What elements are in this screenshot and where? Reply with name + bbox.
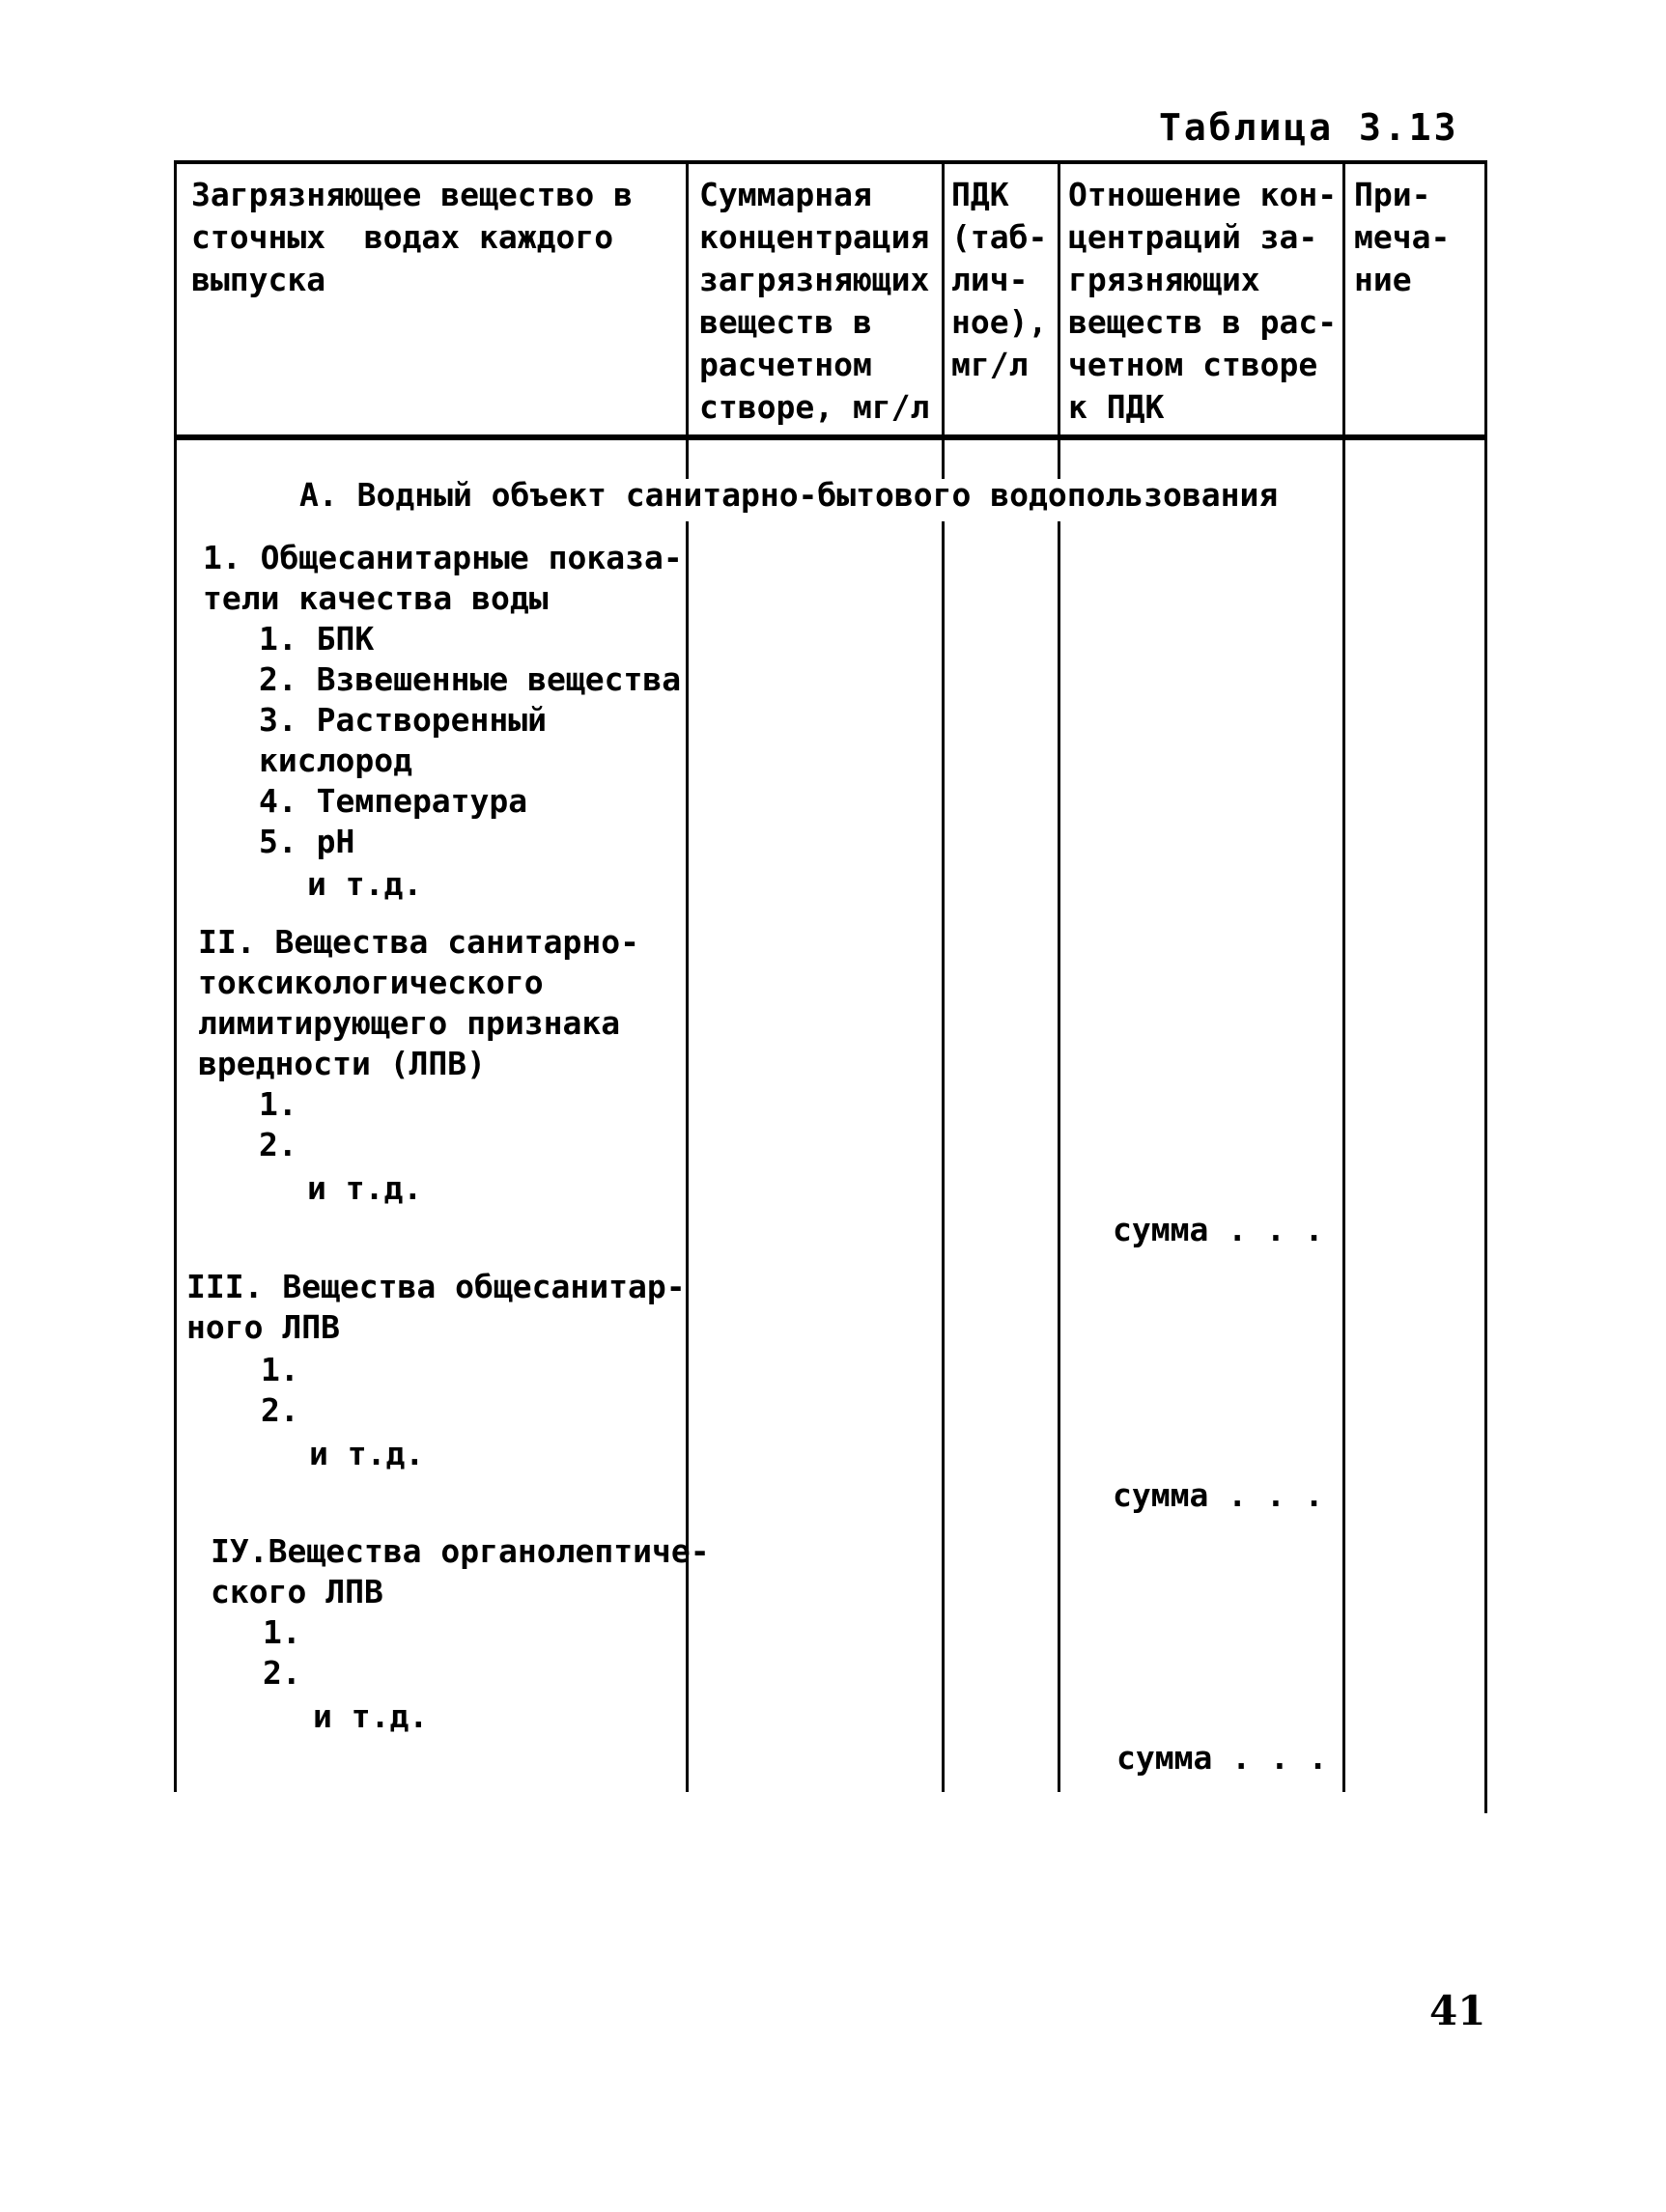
list-item: 1. [261,1351,299,1388]
group-title-line: ного ЛПВ [186,1308,340,1346]
group-title-line: 1. Общесанитарные показа- [203,539,683,576]
column-divider-3-body [1058,521,1060,1792]
list-item: 2. Взвешенные вещества [259,660,682,698]
column-divider-3-header [1058,160,1060,479]
table-header-divider [174,434,1487,440]
table-caption: Таблица 3.13 [1159,106,1459,149]
group-title-line: лимитирующего признака [198,1004,621,1042]
group-title-line: токсикологического [198,964,544,1001]
sum-label: сумма . . . [1116,1739,1328,1777]
group-title-line: IУ.Вещества органолептиче- [211,1532,710,1570]
section-title: А. Водный объект санитарно-бытового водопользования [299,476,1279,514]
column-header-ratio: Отношение кон- центраций за- грязняющих веществ в рас- четном створе к ПДК [1068,176,1338,426]
column-divider-2-body [942,521,945,1792]
etc-label: и т.д. [309,1435,425,1472]
column-divider-2-header [942,160,945,479]
list-item: 5. рН [259,823,355,860]
etc-label: и т.д. [307,1169,423,1207]
list-item: 1. БПК [259,620,375,658]
sum-label: сумма . . . [1113,1476,1324,1514]
group-title-line: вредности (ЛПВ) [198,1045,487,1082]
group-title-line: II. Вещества санитарно- [198,923,639,961]
column-header-pdk: ПДК (таб- лич- ное), мг/л [951,176,1048,383]
page-number: 41 [1429,1987,1486,2034]
table-left-border [174,160,177,1792]
column-divider-4 [1342,160,1345,1792]
etc-label: и т.д. [313,1697,429,1735]
column-divider-1-header [686,160,689,479]
list-item: 1. [263,1613,301,1651]
list-item: кислород [259,742,412,779]
list-item: 1. [259,1085,297,1123]
sum-label: сумма . . . [1113,1211,1324,1248]
list-item: 2. [259,1126,297,1163]
group-title-line: тели качества воды [203,579,549,617]
group-title-line: III. Вещества общесанитар- [186,1268,686,1305]
column-header-total-concentration: Суммарная концентрация загрязняющих веществ в расчетном створе, мг/л [699,176,930,426]
list-item: 4. Температура [259,782,528,820]
list-item: 3. Растворенный [259,701,548,739]
column-divider-1-body [686,521,689,1792]
table-top-border [174,160,1487,164]
column-header-note: При- меча- ние [1354,176,1451,298]
list-item: 2. [263,1654,301,1692]
group-title-line: ского ЛПВ [211,1573,383,1610]
etc-label: и т.д. [307,865,423,903]
list-item: 2. [261,1391,299,1429]
table-right-border [1484,160,1487,1813]
column-header-substance: Загрязняющее вещество в сточных водах каждого выпуска [191,176,633,298]
